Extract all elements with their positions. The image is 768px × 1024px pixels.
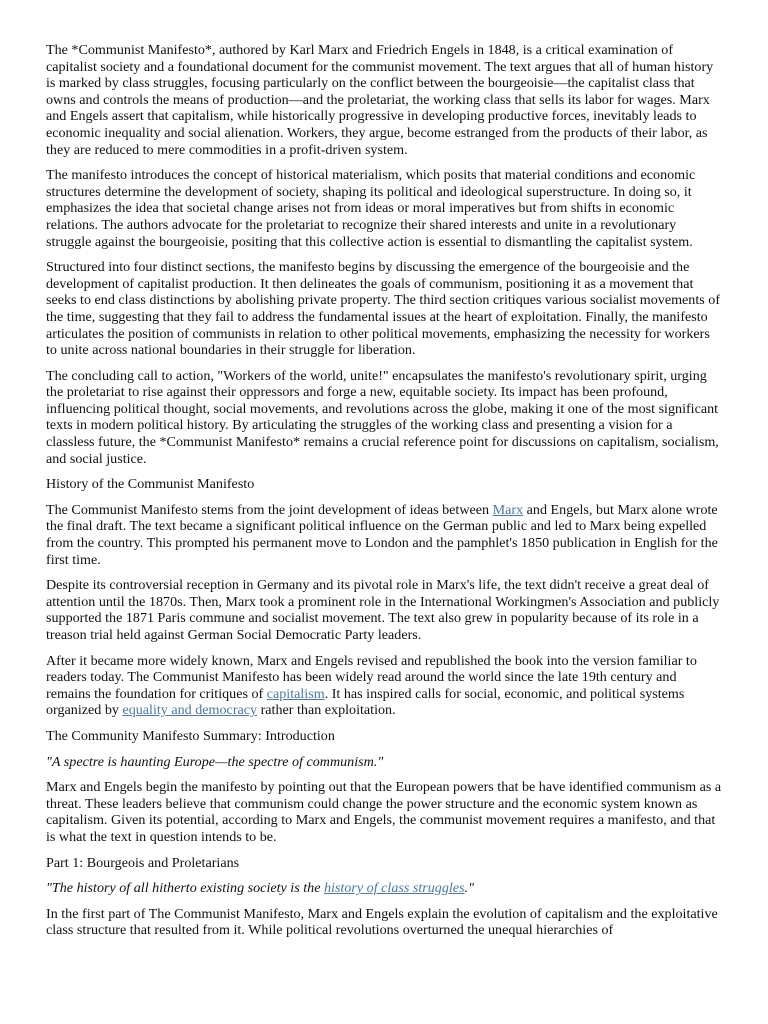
section-heading-summary-introduction: The Community Manifesto Summary: Introduction [46,727,335,744]
article-body [46,42,722,939]
class-struggles-quote-text-a: "The history of all hitherto existing society is the [46,880,324,897]
equality-democracy-link[interactable]: equality and democracy [122,702,258,719]
intro-paragraph-2: The manifesto introduces the concept of historical materialism, which posits that material conditions and economic structures determine the development of society, shaping its political and ideological superstructure. In doing so, it emphasizes the idea that societal change arises not from ideas or moral imperatives but from shifts in economic relations. The authors advocate for the proletariat to recognize their shared interests and unite in a revolutionary struggle against the bourgeoisie, positing that this collective action is essential to dismantling the capitalist system. [46,167,696,250]
history-paragraph-3-text-a: After it became more widely known, Marx and Engels revised and republished the book into the version familiar to readers today. The Communist Manifesto has been widely read around the world since the late 19th century and remains the foundation for critiques of [46,652,697,702]
history-paragraph-3-text-b: . It has inspired calls for social, economic, and political systems organized by [46,685,685,719]
history-paragraph-2: Despite its controversial reception in Germany and its pivotal role in Marx's life, the text didn't receive a great deal of attention until the 1870s. Then, Marx took a prominent role in the International Workingmen's Association and publicly supported the 1871 Paris commune and socialist movement. The text also grew in popularity because of its role in a treason trial held against German Social Democratic Party leaders. [46,577,720,643]
introduction-paragraph: Marx and Engels begin the manifesto by pointing out that the European powers that be have identified communism as a threat. These leaders believe that communism could change the power structure and the economic system known as capitalism. Given its potential, according to Marx and Engels, the communist movement requires a manifesto, and that is what the text in question intends to be. [46,779,722,845]
class-struggles-link[interactable]: history of class struggles [323,880,465,897]
history-paragraph-1 [46,502,722,568]
intro-paragraph-4: The concluding call to action, "Workers of the world, unite!" encapsulates the manifesto's revolutionary spirit, urging the proletariat to rise against their oppressors and forge a new, equitable society. Its impact has been profound, influencing political thought, social movements, and revolutions across the globe, making it one of the most significant texts in modern political history. By articulating the struggles of the working class and presenting a vision for a classless future, the *Communist Manifesto* remains a crucial reference point for discussions on capitalism, socialism, and social justice. [46,367,719,467]
part-1-paragraph: In the first part of The Communist Manifesto, Marx and Engels explain the evolution of capitalism and the exploitative class structure that resulted from it. While political revolutions overturned the unequal hierarchies of [46,905,718,939]
history-paragraph-1-text-a: The Communist Manifesto stems from the joint development of ideas between [46,501,493,518]
class-struggles-quote-text-b: ." [464,880,474,897]
class-struggles-quote [46,880,722,897]
spectre-quote: "A spectre is haunting Europe—the spectre of communism." [46,753,384,770]
section-heading-part-1: Part 1: Bourgeois and Proletarians [46,854,240,871]
marx-link[interactable]: Marx [492,501,524,518]
section-heading-history: History of the Communist Manifesto [46,476,255,493]
history-paragraph-3 [46,653,722,719]
intro-paragraph-1: The *Communist Manifesto*, authored by Karl Marx and Friedrich Engels in 1848, is a critical examination of capitalist society and a foundational document for the communist movement. The text argues that all of human history is marked by class struggles, focusing particularly on the conflict between the bourgeoisie—the capitalist class that owns and controls the means of production—and the proletariat, the working class that sells its labor for wages. Marx and Engels assert that capitalism, while historically progressive in developing productive forces, inevitably leads to economic inequality and social alienation. Workers, they argue, become estranged from the products of their labor, as they are reduced to mere commodities in a profit-driven system. [46,42,714,158]
history-paragraph-3-text-c: rather than exploitation. [257,702,396,719]
intro-paragraph-3: Structured into four distinct sections, the manifesto begins by discussing the emergence of the bourgeoisie and the development of capitalist production. It then delineates the goals of communism, positioning it as a movement that seeks to end class distinctions by abolishing private property. The third section critiques various socialist movements of the time, suggesting that they fail to address the fundamental issues at the heart of exploitation. Finally, the manifesto articulates the position of communists in relation to other political movements, emphasizing the necessity for workers to unite across national boundaries in their struggle for liberation. [46,259,721,359]
capitalism-link[interactable]: capitalism [266,685,325,702]
history-paragraph-1-text-b: and Engels, but Marx alone wrote the final draft. The text became a significant political influence on the German public and led to Marx being expelled from the country. This prompted his permanent move to London and the pamphlet's 1850 publication in English for the first time. [46,501,718,568]
